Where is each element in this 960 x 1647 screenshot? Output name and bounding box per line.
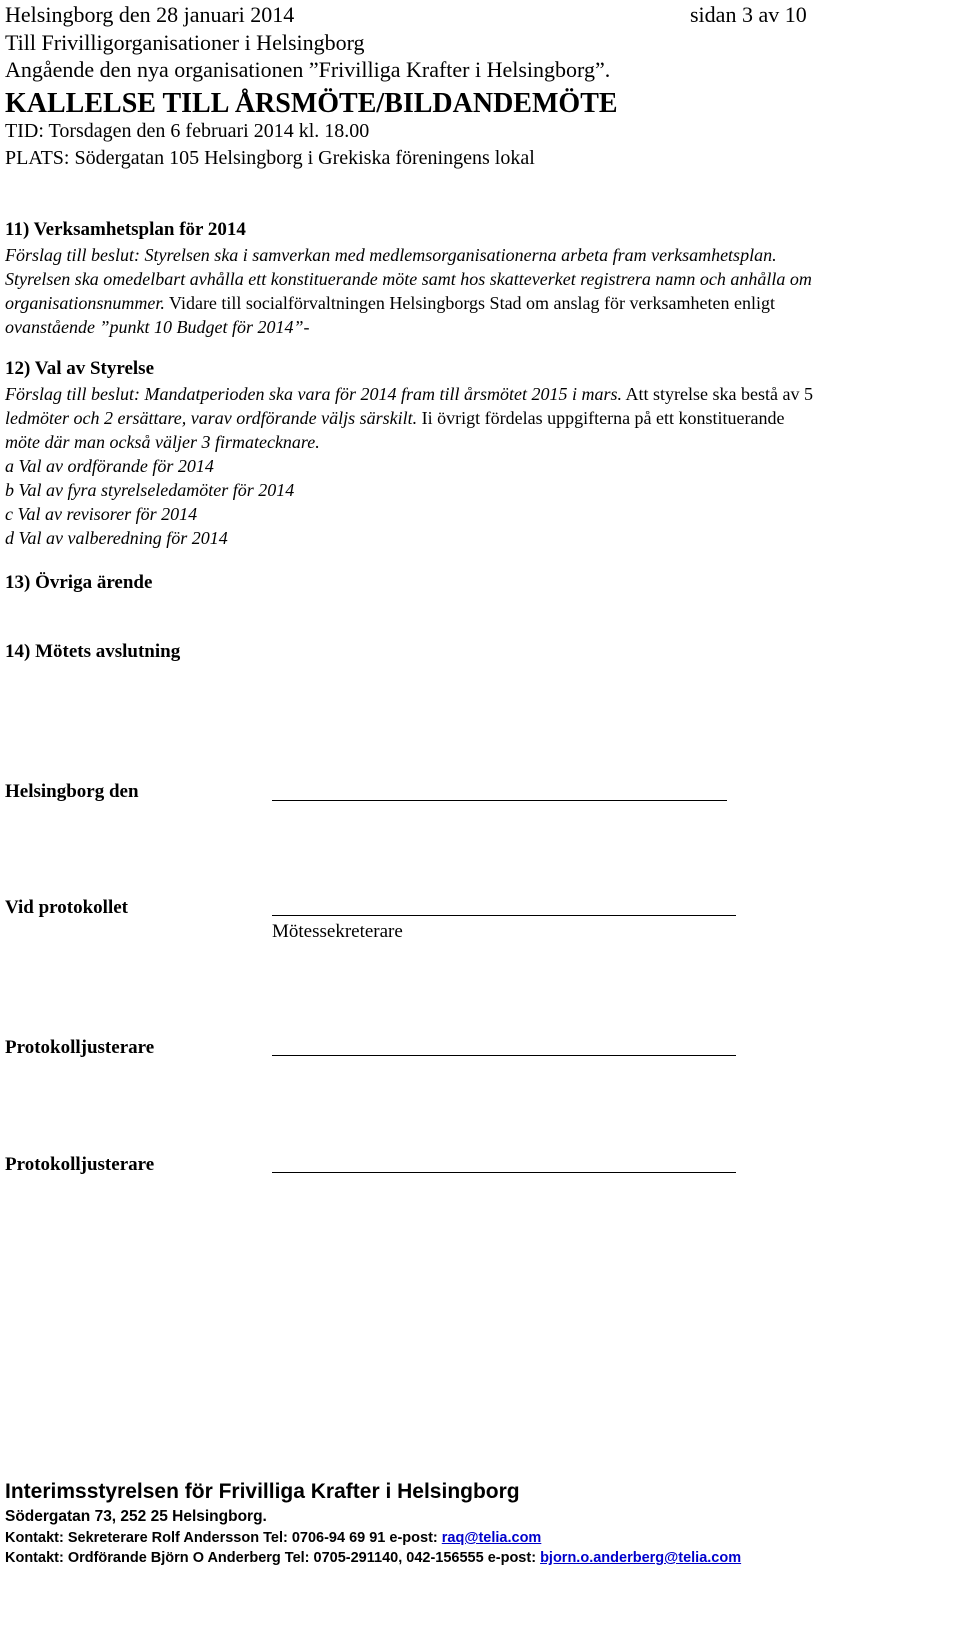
header-date: Helsingborg den 28 januari 2014 xyxy=(5,2,295,27)
section-13-heading: 13) Övriga ärende xyxy=(5,572,153,593)
footer-contact-chair xyxy=(5,1550,741,1566)
list-item: b Val av fyra styrelseledamöter för 2014 xyxy=(5,480,295,500)
text-italic: Förslag till beslut: Mandatperioden ska vara för 2014 fram till årsmötet 2015 i mars. xyxy=(5,384,622,404)
text-upright: Ii övrigt fördelas uppgifterna på ett konstituerande xyxy=(417,408,785,428)
text-upright: Att styrelse ska bestå av 5 xyxy=(622,384,813,404)
section-heading: 11) Verksamhetsplan för 2014 xyxy=(5,219,246,240)
footer-org-name: Interimsstyrelsen för Frivilliga Krafter i Helsingborg xyxy=(5,1480,520,1503)
header-recipient: Till Frivilligorganisationer i Helsingborg xyxy=(5,30,365,55)
footer-contact-secretary xyxy=(5,1530,541,1546)
place-date-label: Helsingborg den xyxy=(5,781,139,802)
contact-text: Kontakt: Sekreterare Rolf Andersson Tel: 0706-94 69 91 e-post: xyxy=(5,1530,442,1546)
section-14-heading: 14) Mötets avslutning xyxy=(5,641,181,662)
section-text-line: Förslag till beslut: Styrelsen ska i samverkan med medlemsorganisationerna arbeta fram verksamhetsplan. xyxy=(5,245,777,265)
header-page-number: sidan 3 av 10 xyxy=(690,2,807,27)
header-time: TID: Torsdagen den 6 februari 2014 kl. 18.00 xyxy=(5,120,370,142)
adjuster-2-label: Protokolljusterare xyxy=(5,1154,155,1175)
place-date-line xyxy=(272,800,727,801)
header-subject: Angående den nya organisationen ”Frivilliga Krafter i Helsingborg”. xyxy=(5,57,611,82)
minutes-label: Vid protokollet xyxy=(5,897,128,918)
secretary-email-link[interactable]: raq@telia.com xyxy=(441,1530,542,1546)
secretary-caption: Mötessekreterare xyxy=(272,921,403,942)
contact-text: Kontakt: Ordförande Björn O Anderberg Tel: 0705-291140, 042-156555 e-post: xyxy=(5,1550,541,1566)
section-text-line: Styrelsen ska omedelbart avhålla ett konstituerande möte samt hos skatteverket registrera namn och anhålla om xyxy=(5,269,812,289)
text-italic: ledmöter och 2 ersättare, varav ordförande väljs särskilt. xyxy=(5,408,418,428)
footer-address: Södergatan 73, 252 25 Helsingborg. xyxy=(5,1508,267,1525)
section-text-line: ovanstående ”punkt 10 Budget för 2014”- xyxy=(5,317,310,337)
list-item: a Val av ordförande för 2014 xyxy=(5,456,214,476)
list-item: c Val av revisorer för 2014 xyxy=(5,504,198,524)
section-text-line xyxy=(5,406,785,430)
section-heading: 12) Val av Styrelse xyxy=(5,358,155,379)
secretary-signature-line xyxy=(272,915,736,916)
page-title: KALLELSE TILL ÅRSMÖTE/BILDANDEMÖTE xyxy=(5,88,618,119)
text-upright: Vidare till socialförvaltningen Helsingborgs Stad om anslag för verksamheten enligt xyxy=(164,293,775,313)
section-text-line: möte där man också väljer 3 firmatecknare. xyxy=(5,432,320,452)
adjuster-2-signature-line xyxy=(272,1172,736,1173)
header-place: PLATS: Södergatan 105 Helsingborg i Grekiska föreningens lokal xyxy=(5,147,535,169)
section-text-line xyxy=(5,291,775,315)
adjuster-1-label: Protokolljusterare xyxy=(5,1037,155,1058)
chair-email-link[interactable]: bjorn.o.anderberg@telia.com xyxy=(540,1550,742,1566)
section-text-line xyxy=(5,382,813,406)
list-item: d Val av valberedning för 2014 xyxy=(5,528,228,548)
adjuster-1-signature-line xyxy=(272,1055,736,1056)
text-italic: organisationsnummer. xyxy=(5,293,165,313)
